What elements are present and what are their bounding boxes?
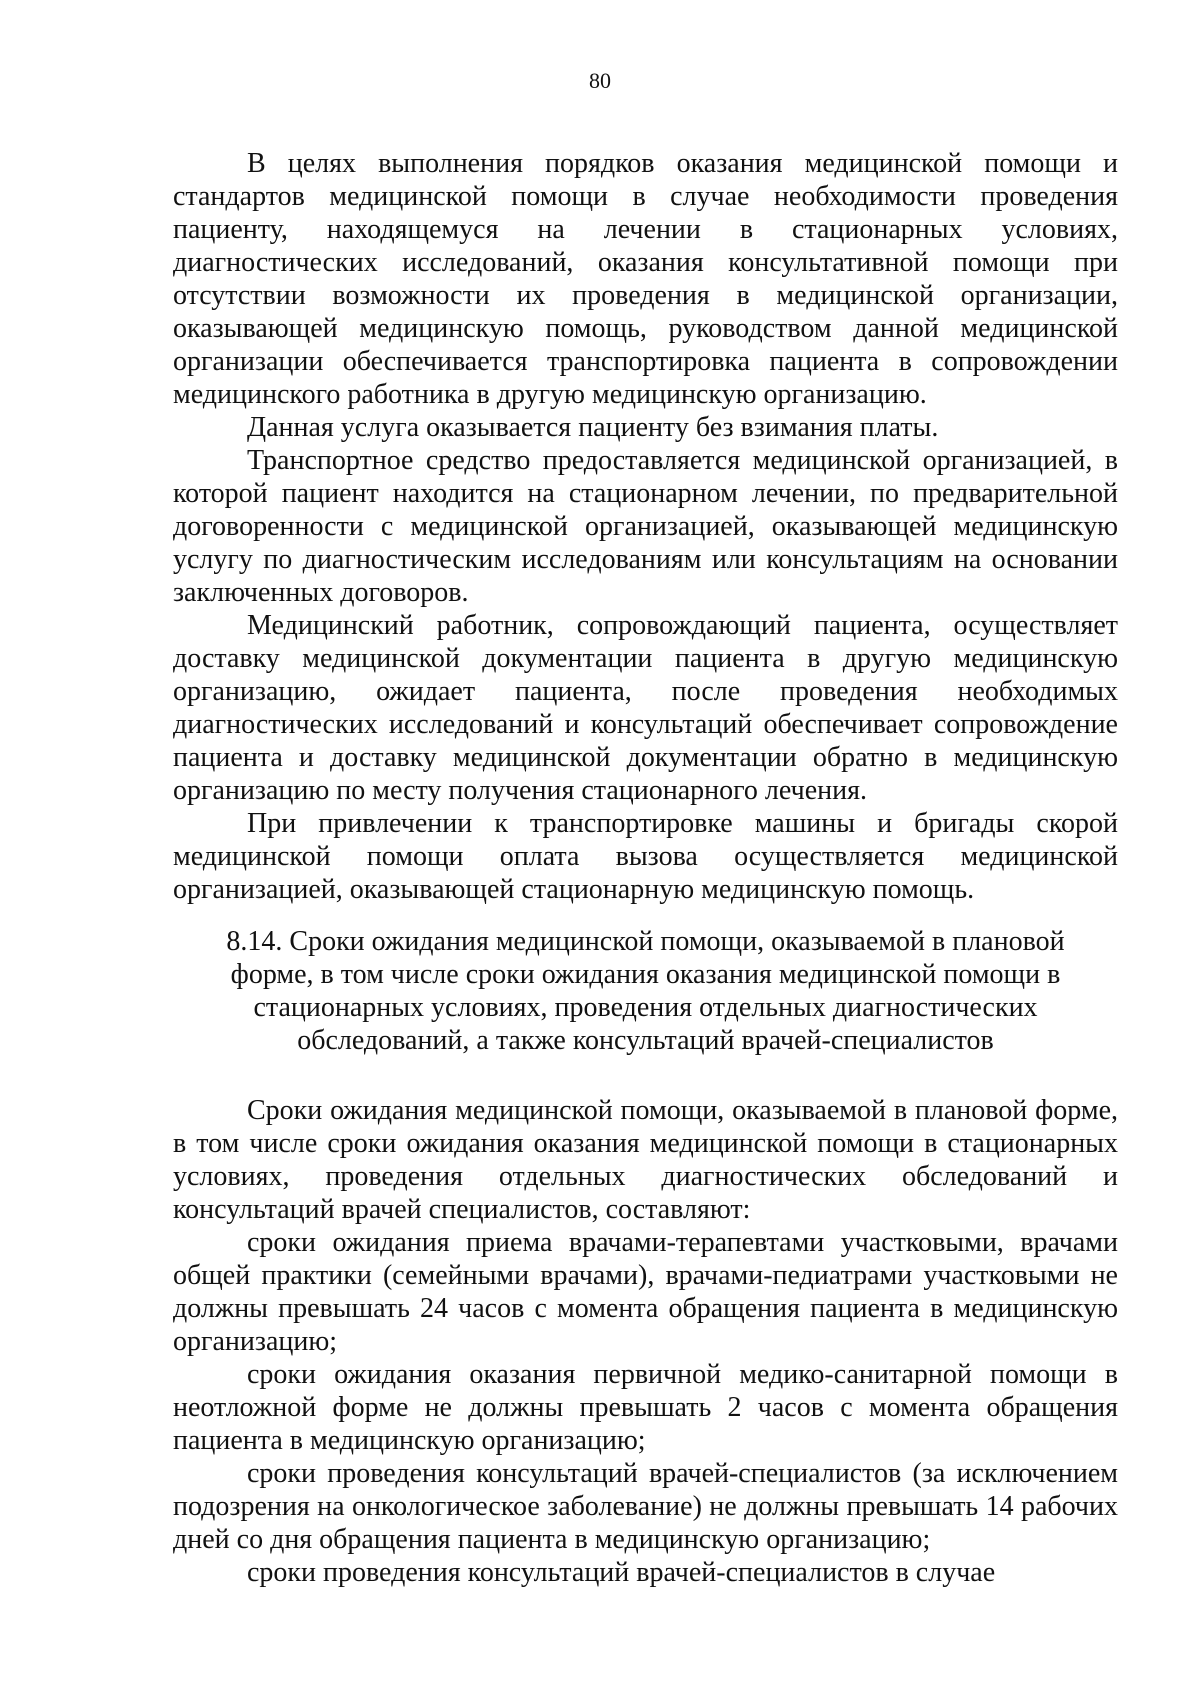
- paragraph-vehicle-provision: Транспортное средство предоставляется медицинской организацией, в которой пациент находится на стационарном лечении, по предварительной договоренности с медицинской организацией, оказывающей медицинскую услугу по диагностическим исследованиям или консультациям на основании заключенных договоров.: [173, 445, 1118, 608]
- paragraph-ambulance-payment: При привлечении к транспортировке машины и бригады скорой медицинской помощи оплата вызова осуществляется медицинской организацией, оказывающей стационарную медицинскую помощь.: [173, 808, 1118, 905]
- paragraph-specialist-case: сроки проведения консультаций врачей-специалистов в случае: [247, 1557, 996, 1588]
- paragraph-urgent-care-wait: сроки ожидания оказания первичной медико-санитарной помощи в неотложной форме не должны превышать 2 часов с момента обращения пациента в медицинскую организацию;: [173, 1359, 1118, 1456]
- paragraph-specialist-wait: сроки проведения консультаций врачей-специалистов (за исключением подозрения на онкологическое заболевание) не должны превышать 14 рабочих дней со дня обращения пациента в медицинскую организацию;: [173, 1458, 1118, 1555]
- page-number: 80: [589, 68, 611, 93]
- heading-line: 8.14. Сроки ожидания медицинской помощи, оказываемой в плановой: [226, 926, 1065, 957]
- heading-line: форме, в том числе сроки ожидания оказания медицинской помощи в: [230, 959, 1061, 990]
- paragraph-therapist-wait: сроки ожидания приема врачами-терапевтами участковыми, врачами общей практики (семейными врачами), врачами-педиатрами участковыми не должны превышать 24 часов с момента обращения пациента в медицинскую организацию;: [173, 1227, 1118, 1357]
- heading-line: стационарных условиях, проведения отдельных диагностических: [253, 992, 1038, 1023]
- section-heading-8-14: [173, 925, 1118, 1057]
- paragraph-escort-duties: Медицинский работник, сопровождающий пациента, осуществляет доставку медицинской документации пациента в другую медицинскую организацию, ожидает пациента, после проведения необходимых диагностических исследований и консультаций обеспечивает сопровождение пациента и доставку медицинской документации обратно в медицинскую организацию по месту получения стационарного лечения.: [173, 610, 1118, 806]
- section-transport-text: [173, 147, 1118, 906]
- section-waiting-times-text: [173, 1094, 1118, 1589]
- paragraph-free-of-charge: Данная услуга оказывается пациенту без взимания платы.: [247, 412, 939, 443]
- heading-line: обследований, а также консультаций врачей-специалистов: [297, 1025, 994, 1056]
- paragraph-transport-purpose: В целях выполнения порядков оказания медицинской помощи и стандартов медицинской помощи в случае необходимости проведения пациенту, находящемуся на лечении в стационарных условиях, диагностических исследований, оказания консультативной помощи при отсутствии возможности их проведения в медицинской организации, оказывающей медицинскую помощь, руководством данной медицинской организации обеспечивается транспортировка пациента в сопровождении медицинского работника в другую медицинскую организацию.: [173, 148, 1118, 410]
- paragraph-waiting-intro: Сроки ожидания медицинской помощи, оказываемой в плановой форме, в том числе сроки ожидания оказания медицинской помощи в стационарных условиях, проведения отдельных диагностических обследований и консультаций врачей специалистов, составляют:: [173, 1095, 1118, 1225]
